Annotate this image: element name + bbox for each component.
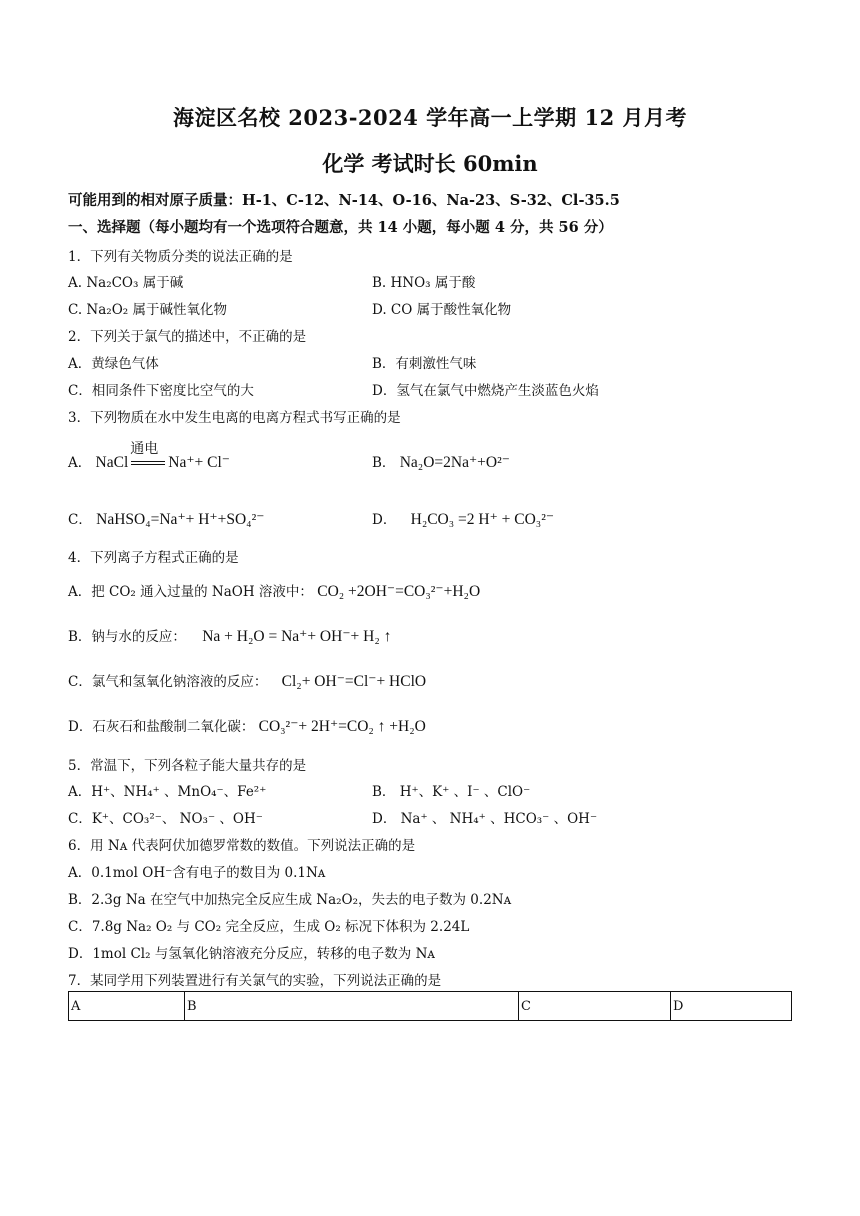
q4-c-text: C．氯气和氢氧化钠溶液的反应：: [68, 674, 268, 690]
q7-col-b: B: [185, 992, 519, 1021]
q4-a-equation: CO₂ +2OH⁻=CO₃²⁻+H₂O: [317, 583, 481, 600]
q6-option-c: C．7.8g Na₂ O₂ 与 CO₂ 完全反应，生成 O₂ 标况下体积为 2.24L: [68, 919, 470, 935]
q3-a-rhs: Na⁺+ Cl⁻: [168, 454, 230, 471]
q2-option-a: A．黄绿色气体: [68, 356, 159, 372]
q6-option-d: D．1mol Cl₂ 与氢氧化钠溶液充分反应，转移的电子数为 Nᴀ: [68, 946, 436, 962]
q2-option-b: B．有刺激性气味: [372, 356, 477, 372]
q5-option-d: D． Na⁺ 、 NH₄⁺ 、HCO₃⁻ 、OH⁻: [372, 811, 598, 827]
double-line-sign: [131, 461, 165, 465]
q2-option-c: C．相同条件下密度比空气的大: [68, 383, 254, 399]
q5-stem: 5．常温下，下列各粒子能大量共存的是: [68, 758, 307, 774]
q4-c-equation: Cl₂+ OH⁻=Cl⁻+ HClO: [281, 673, 427, 690]
q4-d-equation: CO₃²⁻+ 2H⁺=CO₂ ↑ +H₂O: [258, 718, 426, 735]
q3-a-lhs: NaCl: [95, 454, 129, 471]
q3-d-label: D．: [372, 512, 397, 528]
q4-option-b: [68, 625, 391, 646]
q4-option-a: [68, 580, 480, 601]
q1-option-a: A. Na₂CO₃ 属于碱: [68, 275, 184, 291]
exam-title: 海淀区名校 2023-2024 学年高一上学期 12 月月考: [172, 105, 688, 130]
q4-b-equation: Na + H₂O = Na⁺+ OH⁻+ H₂ ↑: [202, 628, 392, 645]
q3-a-label: A．: [68, 455, 92, 471]
table-row: [69, 992, 792, 1021]
q6-stem: 6．用 Nᴀ 代表阿伏加德罗常数的数值。下列说法正确的是: [68, 838, 416, 854]
q4-stem: 4．下列离子方程式正确的是: [68, 550, 239, 566]
atomic-masses-note: 可能用到的相对原子质量：H-1、C-12、N-14、O-16、Na-23、S-32、Cl-35.5: [68, 192, 620, 209]
q6-option-a: A．0.1mol OH⁻含有电子的数目为 0.1Nᴀ: [68, 865, 326, 881]
q1-option-d: D. CO 属于酸性氧化物: [372, 302, 512, 318]
q3-c-label: C．: [68, 512, 92, 528]
q2-stem: 2．下列关于氯气的描述中，不正确的是: [68, 329, 307, 345]
q1-stem: 1．下列有关物质分类的说法正确的是: [68, 249, 293, 265]
q1-option-b: B. HNO₃ 属于酸: [372, 275, 476, 291]
q4-option-d: [68, 715, 426, 736]
exam-subtitle: 化学 考试时长 60min: [322, 151, 538, 176]
q5-option-c: C．K⁺、CO₃²⁻、 NO₃⁻ 、OH⁻: [68, 811, 263, 827]
q7-col-a: A: [69, 992, 185, 1021]
q4-option-c: [68, 670, 426, 691]
q3-a-condition: 通电: [130, 442, 159, 457]
q5-option-a: A．H⁺、NH₄⁺ 、MnO₄⁻、Fe²⁺: [68, 784, 267, 800]
q3-option-a: [68, 442, 230, 472]
q3-option-d: [372, 508, 554, 529]
section1-heading: 一、选择题（每小题均有一个选项符合题意，共 14 小题，每小题 4 分，共 56 分）: [68, 219, 613, 236]
q4-a-text: A．把 CO₂ 通入过量的 NaOH 溶液中：: [68, 584, 313, 600]
q4-d-text: D．石灰石和盐酸制二氧化碳：: [68, 719, 255, 735]
q4-b-text: B．钠与水的反应：: [68, 629, 186, 645]
q3-option-c: [68, 508, 264, 529]
q2-option-d: D．氢气在氯气中燃烧产生淡蓝色火焰: [372, 383, 599, 399]
q3-stem: 3．下列物质在水中发生电离的电离方程式书写正确的是: [68, 410, 401, 426]
q3-b-equation: Na₂O=2Na⁺+O²⁻: [399, 454, 510, 471]
q7-col-d: D: [671, 992, 792, 1021]
q3-b-label: B．: [372, 455, 396, 471]
q1-option-c: C. Na₂O₂ 属于碱性氧化物: [68, 302, 227, 318]
q5-option-b: B． H⁺、K⁺ 、I⁻ 、ClO⁻: [372, 784, 531, 800]
q3-option-b: [372, 451, 510, 472]
q3-d-equation: H₂CO₃ =2 H⁺ + CO₃²⁻: [410, 511, 555, 528]
q3-c-equation: NaHSO₄=Na⁺+ H⁺+SO₄²⁻: [96, 511, 265, 528]
q7-apparatus-table: [68, 991, 792, 1021]
q6-option-b: B．2.3g Na 在空气中加热完全反应生成 Na₂O₂，失去的电子数为 0.2Nᴀ: [68, 892, 512, 908]
electrolysis-condition: [128, 442, 168, 472]
q7-stem: 7．某同学用下列装置进行有关氯气的实验，下列说法正确的是: [68, 973, 442, 989]
q7-col-c: C: [519, 992, 671, 1021]
